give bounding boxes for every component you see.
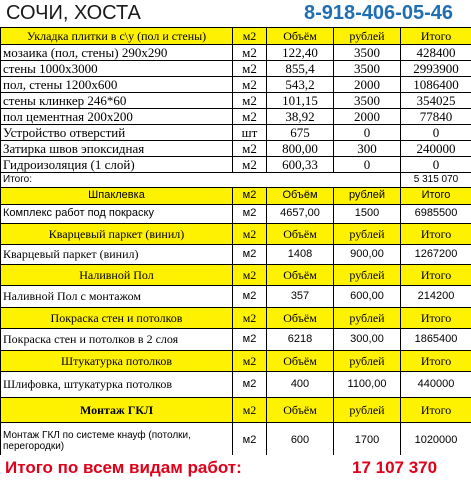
unit-header: м2 (233, 308, 267, 329)
phone-number: 8-918-406-05-46 (304, 2, 453, 24)
unit-cell: м2 (233, 77, 267, 93)
page-header (0, 0, 471, 27)
work-name: Монтаж ГКЛ по системе кнауф (потолки, перегородки) (1, 423, 233, 460)
price-cell: 2000 (334, 109, 401, 125)
total-cell: 2993900 (401, 61, 471, 77)
work-name: Комплекс работ под покраску (1, 205, 233, 224)
price-cell: 3500 (334, 61, 401, 77)
total-header: Итого (401, 398, 471, 423)
unit-cell: м2 (233, 109, 267, 125)
total-cell: 214200 (401, 286, 471, 308)
unit-cell: м2 (233, 329, 267, 351)
unit-header: м2 (233, 351, 267, 372)
unit-header: м2 (233, 265, 267, 286)
unit-cell: м2 (233, 245, 267, 265)
total-cell: 1086400 (401, 77, 471, 93)
work-name: Наливной Пол с монтажом (1, 286, 233, 308)
unit-cell: м2 (233, 141, 267, 157)
table-row (1, 329, 471, 351)
work-name: Гидроизоляция (1 слой) (1, 157, 233, 173)
total-header: Итого (401, 308, 471, 329)
work-name: мозаика (пол, стены) 290х290 (1, 45, 233, 61)
price-cell: 3500 (334, 45, 401, 61)
volume-cell: 675 (267, 125, 334, 141)
section-title: Шпаклевка (1, 188, 233, 205)
volume-cell: 38,92 (267, 109, 334, 125)
unit-cell: м2 (233, 286, 267, 308)
total-cell: 0 (401, 125, 471, 141)
volume-header: Объём (267, 265, 334, 286)
work-name: стены клинкер 246*60 (1, 93, 233, 109)
table-row (1, 125, 471, 141)
table-row (1, 245, 471, 265)
rubles-header: рублей (334, 265, 401, 286)
volume-cell: 357 (267, 286, 334, 308)
table-row (1, 286, 471, 308)
work-name: Затирка швов эпоксидная (1, 141, 233, 157)
table-row (1, 77, 471, 93)
unit-header: м2 (233, 224, 267, 245)
section-header-floor (1, 265, 471, 286)
total-header: Итого (401, 28, 471, 45)
volume-cell: 855,4 (267, 61, 334, 77)
price-cell: 600,00 (334, 286, 401, 308)
section-title: Покраска стен и потолков (1, 308, 233, 329)
total-cell: 6985500 (401, 205, 471, 224)
work-name: Устройство отверстий (1, 125, 233, 141)
price-cell: 3500 (334, 93, 401, 109)
total-header: Итого (401, 224, 471, 245)
subtotal-label: Итого: (1, 173, 401, 188)
volume-header: Объём (267, 28, 334, 45)
table-row (1, 61, 471, 77)
unit-cell: м2 (233, 205, 267, 224)
volume-cell: 800,00 (267, 141, 334, 157)
table-row (1, 372, 471, 398)
price-cell: 900,00 (334, 245, 401, 265)
subtotal-row (1, 173, 471, 188)
price-cell: 0 (334, 157, 401, 173)
work-name: Покраска стен и потолков в 2 слоя (1, 329, 233, 351)
volume-cell: 101,15 (267, 93, 334, 109)
section-header-quartz (1, 224, 471, 245)
section-header-putty (1, 188, 471, 205)
price-table (0, 27, 471, 460)
section-header-paint (1, 308, 471, 329)
total-cell: 428400 (401, 45, 471, 61)
total-cell: 0 (401, 157, 471, 173)
table-row (1, 205, 471, 224)
price-cell: 1100,00 (334, 372, 401, 398)
section-header-tile (1, 28, 471, 45)
table-row (1, 45, 471, 61)
work-name: стены 1000х3000 (1, 61, 233, 77)
total-cell: 354025 (401, 93, 471, 109)
volume-header: Объём (267, 188, 334, 205)
volume-cell: 6218 (267, 329, 334, 351)
total-header: Итого (401, 265, 471, 286)
rubles-header: рублей (334, 28, 401, 45)
unit-cell: м2 (233, 93, 267, 109)
rubles-header: рублей (334, 308, 401, 329)
volume-header: Объём (267, 351, 334, 372)
volume-cell: 1408 (267, 245, 334, 265)
table-row (1, 423, 471, 460)
table-row (1, 141, 471, 157)
grand-total-bar (0, 455, 471, 480)
unit-cell: м2 (233, 61, 267, 77)
city-title: СОЧИ, ХОСТА (6, 2, 141, 24)
unit-header: м2 (233, 28, 267, 45)
section-title: Укладка плитки в с\у (пол и стены) (1, 28, 233, 45)
section-title: Монтаж ГКЛ (1, 398, 233, 423)
volume-cell: 600,33 (267, 157, 334, 173)
grand-total-label: Итого по всем видам работ: (5, 458, 242, 477)
table-row (1, 109, 471, 125)
work-name: Шлифовка, штукатурка потолков (1, 372, 233, 398)
rubles-header: рублей (334, 188, 401, 205)
unit-cell: м2 (233, 157, 267, 173)
total-cell: 440000 (401, 372, 471, 398)
volume-header: Объём (267, 398, 334, 423)
section-title: Наливной Пол (1, 265, 233, 286)
grand-total-value: 17 107 370 (352, 458, 438, 477)
unit-cell: шт (233, 125, 267, 141)
volume-cell: 543,2 (267, 77, 334, 93)
total-cell: 1865400 (401, 329, 471, 351)
volume-cell: 400 (267, 372, 334, 398)
total-header: Итого (401, 351, 471, 372)
total-cell: 1267200 (401, 245, 471, 265)
work-name: пол, стены 1200х600 (1, 77, 233, 93)
volume-header: Объём (267, 224, 334, 245)
rubles-header: рублей (334, 224, 401, 245)
total-cell: 240000 (401, 141, 471, 157)
section-title: Штукатурка потолков (1, 351, 233, 372)
price-cell: 0 (334, 125, 401, 141)
rubles-header: рублей (334, 351, 401, 372)
section-header-gkl (1, 398, 471, 423)
work-name: Кварцевый паркет (винил) (1, 245, 233, 265)
price-cell: 300,00 (334, 329, 401, 351)
price-cell: 1500 (334, 205, 401, 224)
unit-header: м2 (233, 188, 267, 205)
table-row (1, 93, 471, 109)
total-cell: 1020000 (401, 423, 471, 460)
unit-header: м2 (233, 398, 267, 423)
total-cell: 77840 (401, 109, 471, 125)
unit-cell: м2 (233, 372, 267, 398)
subtotal-value: 5 315 070 (401, 173, 471, 188)
unit-cell: м2 (233, 423, 267, 460)
volume-cell: 4657,00 (267, 205, 334, 224)
price-cell: 2000 (334, 77, 401, 93)
section-title: Кварцевый паркет (винил) (1, 224, 233, 245)
volume-cell: 600 (267, 423, 334, 460)
work-name: пол цементная 200х200 (1, 109, 233, 125)
rubles-header: рублей (334, 398, 401, 423)
volume-cell: 122,40 (267, 45, 334, 61)
unit-cell: м2 (233, 45, 267, 61)
volume-header: Объём (267, 308, 334, 329)
price-cell: 1700 (334, 423, 401, 460)
total-header: Итого (401, 188, 471, 205)
table-row (1, 157, 471, 173)
price-cell: 300 (334, 141, 401, 157)
section-header-plaster (1, 351, 471, 372)
